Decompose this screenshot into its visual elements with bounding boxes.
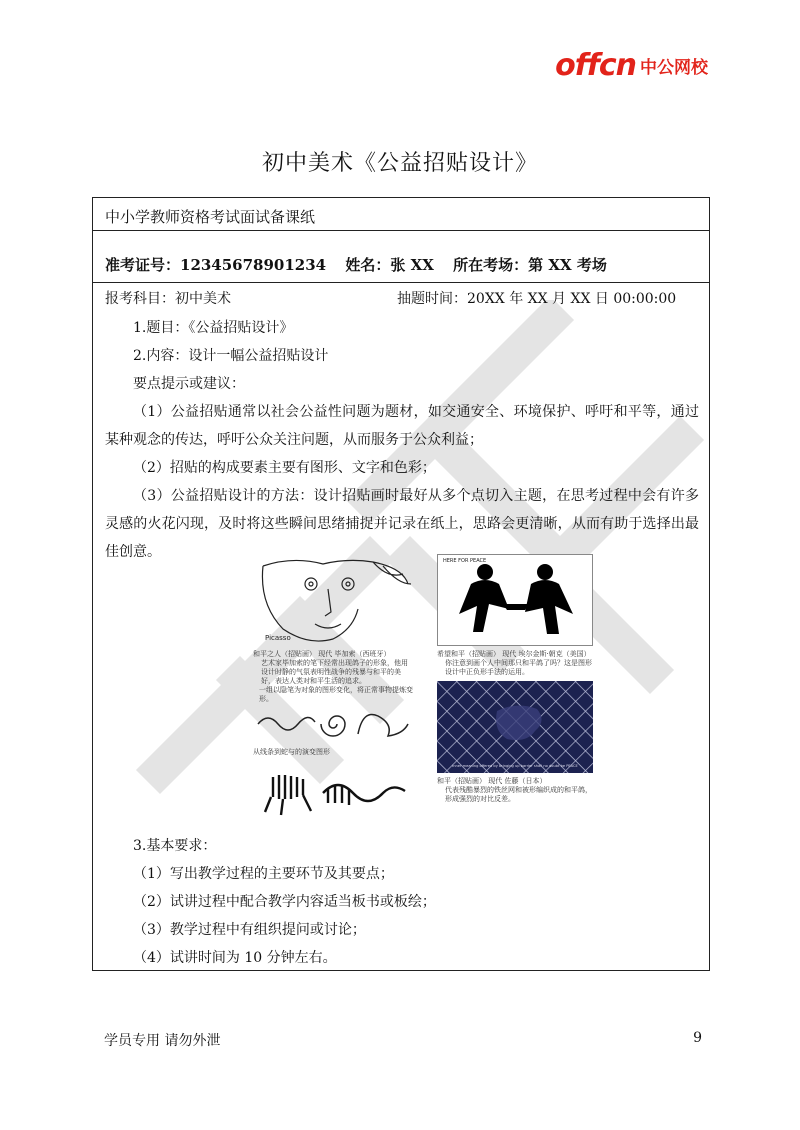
draw-time: 抽题时间：20XX 年 XX 月 XX 日 00:00:00	[397, 291, 677, 307]
caption: 从线条到蛇与的演变图形	[253, 748, 330, 756]
requirements	[105, 832, 699, 972]
exam-subject: 报考科目：初中美术	[105, 291, 231, 307]
divider	[93, 230, 709, 231]
requirement-item: （1）写出教学过程的主要环节及其要点；	[133, 866, 394, 882]
artist-signature: Picasso	[265, 634, 291, 642]
snake-illustration	[253, 704, 413, 744]
dove-face-illustration	[253, 554, 413, 646]
tips-heading: 要点提示或建议：	[133, 376, 245, 392]
tip-item: （3）公益招贴设计的方法：设计招贴画时最好从多个点切入主题，在思考过程中会有许多灵感的火花闪现，及时将这些瞬间思绪捕捉并记录在纸上，思路会更清晰，从而有助于选择出最佳创意。	[105, 488, 699, 560]
requirement-item: （2）试讲过程中配合教学内容适当板书或板绘；	[133, 894, 436, 910]
caption-desc: 艺术家毕加索的笔下经常出现鸽子的形象，他用设计时静的气氛表明性战争的残暴与和平的美好，表达人类对和平生活的追求。	[261, 659, 408, 685]
tip-item: （1）公益招贴通常以社会公益性问题为题材，如交通安全、环境保护、呼吁和平等，通过某种观念的传达，呼吁公众关注问题，从而服务于公众利益；	[105, 404, 699, 448]
requirements-heading: 3.基本要求：	[133, 838, 217, 854]
caption: 和平（招贴画） 现代 佐藤（日本）	[437, 777, 547, 785]
requirement-item: （4）试讲时间为 10 分钟左右。	[133, 950, 337, 966]
zebra-illustration	[253, 757, 413, 823]
caption: 和平之人（招贴画） 现代 毕加索（西班牙）	[253, 650, 391, 658]
brand-logo-cn: 中公网校	[640, 58, 708, 78]
tip-item: （2）招贴的构成要素主要有图形、文字和色彩；	[133, 460, 436, 476]
exam-id: 准考证号：12345678901234	[105, 256, 327, 274]
candidate-info	[105, 254, 621, 275]
image-peace-face	[253, 554, 413, 827]
page-title: 初中美术《公益招贴设计》	[261, 151, 538, 176]
silhouette-poster	[437, 554, 593, 646]
footer-note: 学员专用 请勿外泄	[104, 1033, 221, 1049]
form-name: 中小学教师资格考试面试备课纸	[105, 208, 316, 226]
fence-poster	[437, 681, 593, 773]
caption-desc: 代表残酷暴烈的铁丝网和被形编织成的和平鸽，形成强烈的对比反差。	[445, 786, 592, 803]
poster-heading: HERE FOR PEACE	[443, 558, 487, 564]
topic: 1.题目：《公益招贴设计》	[133, 320, 294, 336]
caption-note: 一组以隐笔为对象的图形变化，将正常事物提炼变形。	[259, 686, 413, 703]
prep-sheet	[92, 197, 710, 971]
caption-desc: 你注意到画个人中间那只和平鸽了吗？这是图形设计中正负形手法的运用。	[445, 659, 592, 676]
exam-site: 所在考场：第 XX 考场	[453, 256, 607, 274]
requirement-item: （3）教学过程中有组织提问或讨论；	[133, 922, 366, 938]
instructions	[105, 314, 699, 566]
divider	[93, 282, 709, 283]
student-name: 姓名：张 XX	[345, 256, 434, 274]
caption: 希望和平（招贴画） 现代 埃尔金斯·朝克（美国）	[437, 650, 591, 658]
image-hope-peace	[437, 554, 593, 804]
page-number: 9	[693, 1030, 702, 1046]
content: 2.内容：设计一幅公益招贴设计	[133, 348, 329, 364]
reference-images	[253, 554, 693, 832]
brand-logo	[555, 48, 708, 83]
brand-logo-latin: offcn	[555, 48, 636, 83]
poster-net-text: Inner meaning offered by bringing up barrier shall no doubt be PEACE	[452, 764, 578, 768]
